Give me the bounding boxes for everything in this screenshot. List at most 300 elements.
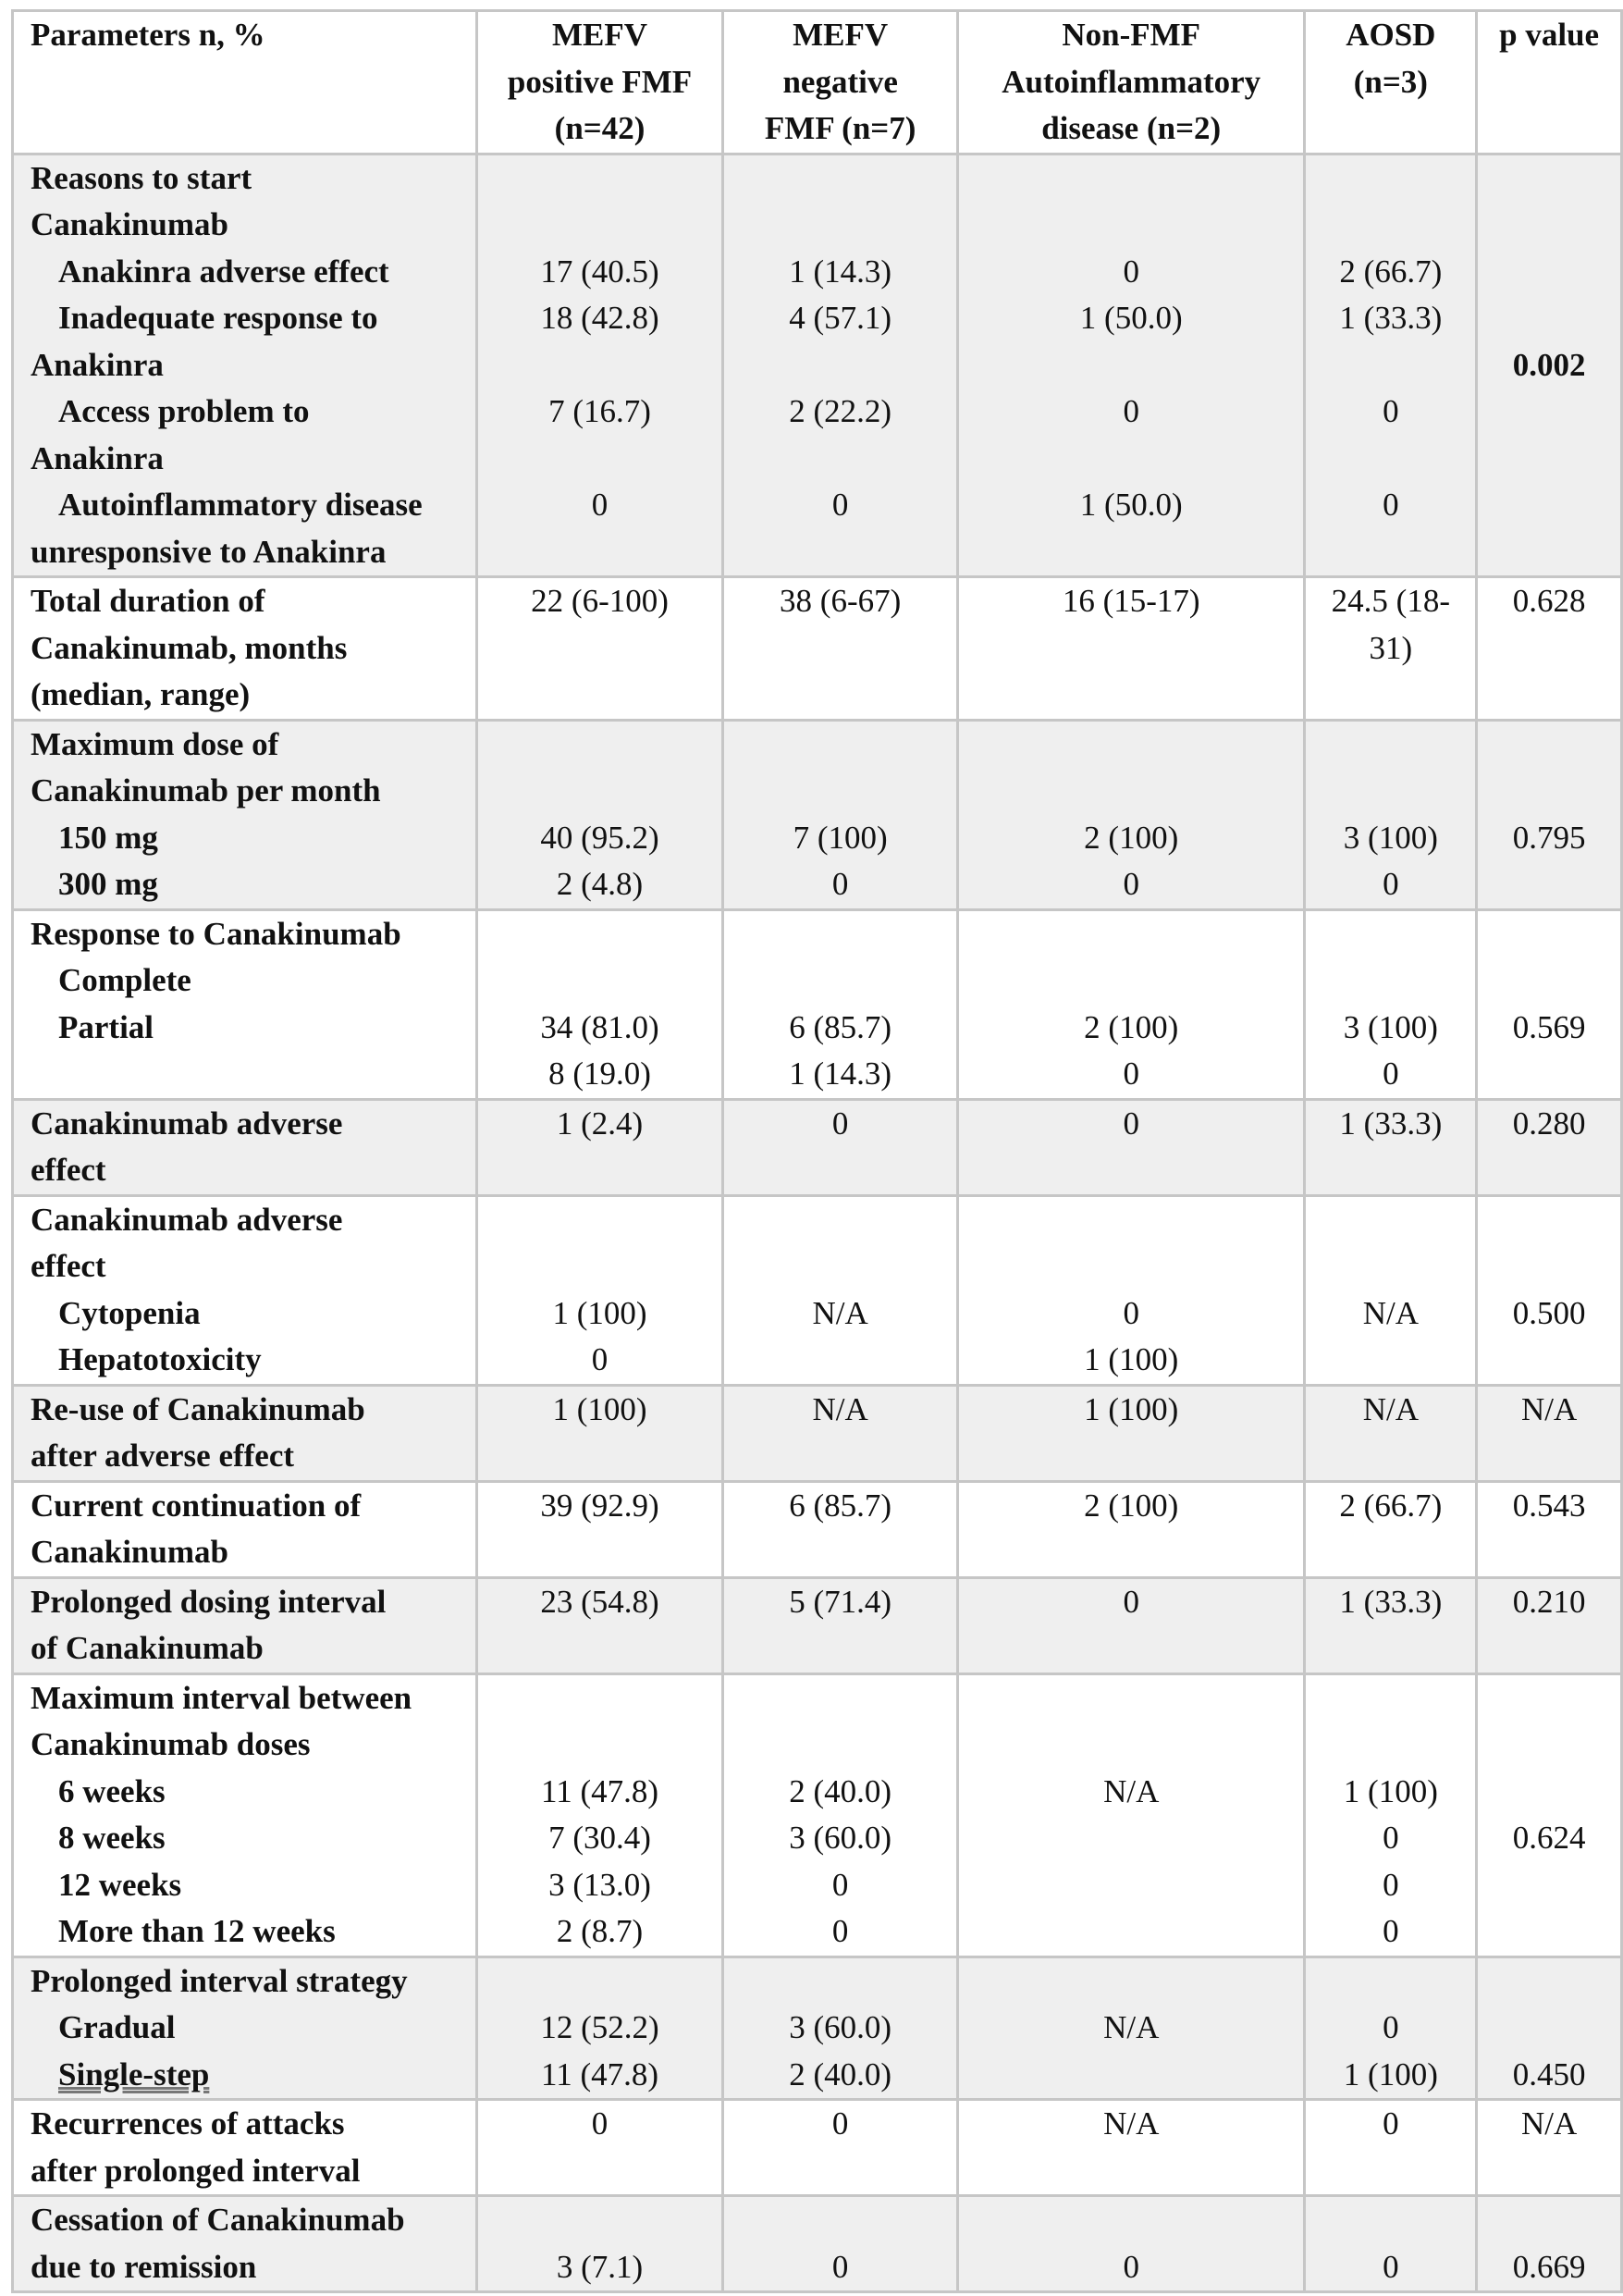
parameter-line: Response to Canakinumab xyxy=(31,915,401,952)
cell-non-fmf xyxy=(957,2100,1305,2196)
cell-aosd xyxy=(1305,909,1477,1099)
cell-value: 11 (47.8) xyxy=(541,1772,659,1809)
cell-value: 11 (47.8) xyxy=(541,2055,659,2092)
cell-value: 0.569 xyxy=(1512,1008,1586,1045)
cell-value: 0.002 xyxy=(1512,346,1586,383)
cell-value: 1 (100) xyxy=(1084,1341,1179,1377)
cell-value xyxy=(959,1862,1304,1909)
cell-p-value xyxy=(1477,577,1622,721)
cell-mefv-negative xyxy=(723,720,958,909)
cell-value xyxy=(1478,1625,1620,1673)
cell-value: 0 xyxy=(831,1866,849,1903)
sub-parameter-line xyxy=(31,2052,475,2099)
cell-value xyxy=(478,1147,722,1194)
cell-value: 0 xyxy=(1123,2248,1139,2285)
row-parameter-label xyxy=(13,577,477,721)
cell-value xyxy=(1478,2197,1620,2244)
cell-aosd xyxy=(1305,1957,1477,2100)
parameter-line: Canakinumab xyxy=(31,1534,228,1570)
cell-value xyxy=(724,722,956,769)
cell-p-value xyxy=(1477,2100,1622,2196)
header-line: AOSD xyxy=(1346,17,1436,53)
cell-value: 0.280 xyxy=(1512,1105,1586,1142)
cell-value: 3 (60.0) xyxy=(789,2009,892,2045)
cell-mefv-positive xyxy=(476,909,723,1099)
cell-value xyxy=(478,625,722,673)
cell-value xyxy=(724,1722,956,1769)
cell-value xyxy=(959,911,1304,958)
cell-value xyxy=(478,768,722,815)
cell-value xyxy=(959,155,1304,203)
header-line: Autoinflammatory xyxy=(1002,63,1261,100)
cell-value: 0 xyxy=(591,1341,609,1377)
cell-value xyxy=(1478,1769,1620,1816)
cell-value: 18 (42.8) xyxy=(540,300,659,336)
cell-value xyxy=(1306,957,1475,1005)
cell-value: 24.5 (18- xyxy=(1331,583,1450,619)
cell-value: N/A xyxy=(1520,2105,1578,2142)
sub-parameter-line: 300 mg xyxy=(58,866,158,902)
cell-value xyxy=(1306,1529,1475,1576)
cell-aosd xyxy=(1305,154,1477,577)
cell-value: 17 (40.5) xyxy=(540,253,659,290)
cell-value: 38 (6-67) xyxy=(780,583,902,619)
cell-value xyxy=(1306,342,1475,389)
cell-value: 7 (100) xyxy=(793,819,888,856)
cell-value: 0 xyxy=(1123,866,1139,902)
header-row xyxy=(13,11,1622,154)
cell-mefv-negative xyxy=(723,2196,958,2292)
cell-value xyxy=(1306,1433,1475,1480)
cell-mefv-negative xyxy=(723,1481,958,1577)
cell-value xyxy=(724,529,956,576)
table-row xyxy=(13,720,1622,909)
cell-value: 0 xyxy=(1383,866,1399,902)
cell-value xyxy=(724,436,956,483)
cell-value: 2 (100) xyxy=(1084,1008,1179,1045)
header-line: negative xyxy=(782,63,898,100)
cell-value: 0 xyxy=(831,487,849,523)
cell-mefv-negative xyxy=(723,1957,958,2100)
cell-non-fmf xyxy=(957,2196,1305,2292)
cell-value xyxy=(1478,2148,1620,2195)
row-parameter-label xyxy=(13,1195,477,1385)
cell-value xyxy=(1478,957,1620,1005)
cell-value xyxy=(1478,1958,1620,2006)
cell-value xyxy=(724,1675,956,1722)
cell-value xyxy=(724,1147,956,1194)
cell-value xyxy=(959,1675,1304,1722)
cell-value xyxy=(478,202,722,249)
cell-value: 0 xyxy=(1123,393,1139,429)
cell-value: 1 (14.3) xyxy=(789,1055,892,1092)
cell-value: 40 (95.2) xyxy=(540,819,659,856)
row-parameter-label xyxy=(13,720,477,909)
cell-value: 2 (66.7) xyxy=(1339,1487,1443,1524)
cell-value: 1 (14.3) xyxy=(789,253,892,290)
cell-non-fmf xyxy=(957,1099,1305,1195)
cell-value xyxy=(478,911,722,958)
sub-parameter-line: Anakinra adverse effect xyxy=(58,253,389,290)
cell-mefv-negative xyxy=(723,1195,958,1385)
cell-value xyxy=(724,1958,956,2006)
cell-value xyxy=(1306,1197,1475,1244)
cell-value: 0 xyxy=(1383,1913,1399,1949)
cell-mefv-positive xyxy=(476,2196,723,2292)
parameter-line: Canakinumab doses xyxy=(31,1726,311,1762)
cell-mefv-negative xyxy=(723,154,958,577)
cell-aosd xyxy=(1305,2196,1477,2292)
cell-value xyxy=(1478,482,1620,529)
cell-value xyxy=(959,625,1304,673)
cell-value: N/A xyxy=(812,1294,868,1331)
underlined-text: Single-step xyxy=(58,2055,210,2092)
cell-value xyxy=(1306,1958,1475,2006)
cell-value xyxy=(1306,529,1475,576)
cell-value: 2 (8.7) xyxy=(556,1913,644,1949)
parameter-line: effect xyxy=(31,1152,106,1188)
cell-value: 1 (2.4) xyxy=(556,1105,644,1142)
cell-value: N/A xyxy=(1362,1390,1419,1427)
cell-mefv-negative xyxy=(723,577,958,721)
header-line: (n=42) xyxy=(554,110,646,146)
cell-value xyxy=(1306,722,1475,769)
parameter-line: Recurrences of attacks xyxy=(31,2105,345,2142)
parameter-line: effect xyxy=(31,1248,106,1284)
cell-value xyxy=(478,529,722,576)
table-row xyxy=(13,1577,1622,1673)
cell-value xyxy=(959,957,1304,1005)
cell-value xyxy=(478,1675,722,1722)
cell-value: 0 xyxy=(591,2105,609,2142)
cell-value: 3 (100) xyxy=(1343,819,1438,856)
cell-value xyxy=(959,672,1304,719)
table-container xyxy=(11,9,1623,2293)
cell-non-fmf xyxy=(957,909,1305,1099)
cell-value: N/A xyxy=(1520,1390,1578,1427)
cell-value: 0 xyxy=(1383,1820,1399,1856)
cell-value xyxy=(959,1197,1304,1244)
cell-value xyxy=(1306,672,1475,719)
cell-value xyxy=(959,436,1304,483)
cell-value: 1 (100) xyxy=(1084,1390,1179,1427)
cell-value xyxy=(724,155,956,203)
cell-value: 7 (30.4) xyxy=(548,1820,651,1856)
cell-value xyxy=(1478,1529,1620,1576)
cell-value: 8 (19.0) xyxy=(548,1055,651,1092)
cell-value xyxy=(1478,2005,1620,2052)
cell-value xyxy=(478,1243,722,1290)
cell-value xyxy=(1478,249,1620,296)
cell-aosd xyxy=(1305,720,1477,909)
cell-value: 2 (66.7) xyxy=(1339,253,1443,290)
results-table xyxy=(11,9,1623,2293)
cell-value xyxy=(959,202,1304,249)
cell-non-fmf xyxy=(957,1195,1305,1385)
cell-value xyxy=(1478,202,1620,249)
header-line: (n=3) xyxy=(1353,63,1428,100)
cell-value: 3 (100) xyxy=(1343,1008,1438,1045)
parameter-line: Total duration of xyxy=(31,583,265,619)
row-parameter-label xyxy=(13,1385,477,1481)
parameter-line: Canakinumab adverse xyxy=(31,1201,343,1238)
cell-value xyxy=(1306,1243,1475,1290)
cell-value xyxy=(959,1908,1304,1956)
cell-value xyxy=(1306,1722,1475,1769)
cell-value: 0 xyxy=(1383,487,1399,523)
cell-mefv-positive xyxy=(476,1099,723,1195)
parameter-line: (median, range) xyxy=(31,676,251,712)
cell-mefv-negative xyxy=(723,2100,958,2196)
cell-p-value xyxy=(1477,1195,1622,1385)
cell-value: 0 xyxy=(1383,1866,1399,1903)
cell-value xyxy=(724,2197,956,2244)
cell-value: 1 (50.0) xyxy=(1079,487,1183,523)
cell-value xyxy=(724,1337,956,1384)
cell-value xyxy=(1478,1051,1620,1098)
cell-mefv-positive xyxy=(476,1481,723,1577)
cell-value xyxy=(478,1625,722,1673)
cell-value: 0 xyxy=(1383,2009,1399,2045)
cell-value xyxy=(478,1722,722,1769)
sub-parameter-line: More than 12 weeks xyxy=(58,1913,336,1949)
cell-value: 0 xyxy=(1123,1294,1139,1331)
cell-aosd xyxy=(1305,1195,1477,1385)
sub-parameter-line: 12 weeks xyxy=(58,1866,182,1903)
row-parameter-label xyxy=(13,2100,477,2196)
header-line: FMF (n=7) xyxy=(764,110,916,146)
cell-p-value xyxy=(1477,1673,1622,1957)
cell-value xyxy=(959,1625,1304,1673)
cell-p-value xyxy=(1477,154,1622,577)
header-line: disease (n=2) xyxy=(1041,110,1222,146)
cell-value: 0 xyxy=(1123,1105,1139,1142)
cell-mefv-negative xyxy=(723,1673,958,1957)
cell-non-fmf xyxy=(957,1577,1305,1673)
cell-value xyxy=(1478,1675,1620,1722)
cell-p-value xyxy=(1477,1957,1622,2100)
cell-value xyxy=(478,155,722,203)
cell-value xyxy=(724,1625,956,1673)
cell-value xyxy=(478,957,722,1005)
cell-mefv-negative xyxy=(723,1577,958,1673)
table-row xyxy=(13,1195,1622,1385)
table-row xyxy=(13,2196,1622,2292)
cell-mefv-positive xyxy=(476,154,723,577)
cell-value xyxy=(1478,389,1620,436)
sub-parameter-line: 8 weeks xyxy=(58,1820,166,1856)
cell-mefv-positive xyxy=(476,1673,723,1957)
cell-mefv-negative xyxy=(723,1385,958,1481)
cell-value xyxy=(1478,436,1620,483)
parameter-line: Re-use of Canakinumab xyxy=(31,1390,365,1427)
cell-value: 0 xyxy=(831,1105,849,1142)
cell-value xyxy=(478,2148,722,2195)
cell-p-value xyxy=(1477,1481,1622,1577)
cell-aosd xyxy=(1305,1099,1477,1195)
cell-value: 22 (6-100) xyxy=(531,583,669,619)
row-parameter-label xyxy=(13,1957,477,2100)
cell-value xyxy=(724,911,956,958)
cell-non-fmf xyxy=(957,154,1305,577)
cell-value xyxy=(724,625,956,673)
cell-value xyxy=(1306,1625,1475,1673)
cell-value: 0.543 xyxy=(1512,1487,1586,1524)
cell-value: 7 (16.7) xyxy=(548,393,651,429)
cell-value xyxy=(724,1529,956,1576)
cell-aosd xyxy=(1305,1673,1477,1957)
table-row xyxy=(13,1481,1622,1577)
cell-value xyxy=(1478,625,1620,673)
cell-value: 1 (100) xyxy=(552,1390,647,1427)
header-p-value xyxy=(1477,11,1622,154)
cell-mefv-negative xyxy=(723,1099,958,1195)
cell-value: 2 (100) xyxy=(1084,819,1179,856)
cell-value xyxy=(1478,911,1620,958)
cell-value xyxy=(1306,1147,1475,1194)
cell-p-value xyxy=(1477,720,1622,909)
cell-value xyxy=(959,1147,1304,1194)
cell-value xyxy=(959,1815,1304,1862)
cell-value: 0 xyxy=(1123,1583,1139,1620)
parameter-line: after prolonged interval xyxy=(31,2152,361,2189)
cell-value xyxy=(724,1243,956,1290)
cell-value: 0.450 xyxy=(1512,2055,1586,2092)
cell-value: 0.669 xyxy=(1512,2248,1586,2285)
cell-value xyxy=(959,529,1304,576)
sub-parameter-line: Access problem to xyxy=(58,393,310,429)
cell-mefv-positive xyxy=(476,720,723,909)
cell-value xyxy=(1478,1862,1620,1909)
cell-value: 0.628 xyxy=(1512,583,1586,619)
cell-aosd xyxy=(1305,577,1477,721)
parameter-line: Cessation of Canakinumab xyxy=(31,2202,405,2238)
table-row xyxy=(13,577,1622,721)
header-line: Parameters n, % xyxy=(31,17,265,53)
cell-value xyxy=(724,768,956,815)
cell-value: 4 (57.1) xyxy=(789,300,892,336)
cell-value: 3 (13.0) xyxy=(548,1866,651,1903)
cell-value xyxy=(478,342,722,389)
cell-value xyxy=(1478,529,1620,576)
cell-p-value xyxy=(1477,909,1622,1099)
cell-non-fmf xyxy=(957,577,1305,721)
header-line: p value xyxy=(1499,17,1600,53)
cell-value: 1 (33.3) xyxy=(1339,300,1443,336)
sub-parameter-line: Autoinflammatory disease xyxy=(58,487,423,523)
parameter-line: Canakinumab, months xyxy=(31,629,348,666)
cell-value xyxy=(1478,1243,1620,1290)
cell-value xyxy=(478,1958,722,2006)
cell-mefv-positive xyxy=(476,577,723,721)
row-parameter-label xyxy=(13,1481,477,1577)
parameter-line: Maximum dose of xyxy=(31,725,279,762)
sub-parameter-line: Inadequate response to xyxy=(58,300,378,336)
cell-value: 1 (33.3) xyxy=(1339,1583,1443,1620)
cell-value xyxy=(478,436,722,483)
parameter-line: Prolonged dosing interval xyxy=(31,1583,387,1620)
row-parameter-label xyxy=(13,1673,477,1957)
cell-value xyxy=(959,1958,1304,2006)
cell-value xyxy=(1306,911,1475,958)
cell-value: 23 (54.8) xyxy=(540,1583,659,1620)
row-parameter-label xyxy=(13,2196,477,2292)
cell-mefv-positive xyxy=(476,2100,723,2196)
cell-non-fmf xyxy=(957,1481,1305,1577)
cell-value xyxy=(1478,1147,1620,1194)
sub-parameter-line: 150 mg xyxy=(58,819,158,856)
cell-non-fmf xyxy=(957,1385,1305,1481)
cell-value: N/A xyxy=(1362,1294,1419,1331)
cell-value: 3 (60.0) xyxy=(789,1820,892,1856)
cell-value: N/A xyxy=(812,1390,868,1427)
cell-value: 0 xyxy=(591,487,609,523)
row-parameter-label xyxy=(13,1099,477,1195)
cell-value xyxy=(478,2197,722,2244)
cell-mefv-negative xyxy=(723,909,958,1099)
cell-value xyxy=(1478,1337,1620,1384)
cell-value: 0 xyxy=(1383,2105,1399,2142)
row-parameter-label xyxy=(13,909,477,1099)
cell-p-value xyxy=(1477,1577,1622,1673)
cell-value xyxy=(1306,2148,1475,2195)
cell-value xyxy=(1306,155,1475,203)
cell-value: 1 (100) xyxy=(1343,1772,1438,1809)
parameter-line: after adverse effect xyxy=(31,1438,295,1474)
header-line: Non-FMF xyxy=(1062,17,1201,53)
cell-value xyxy=(1306,202,1475,249)
header-mefv-negative xyxy=(723,11,958,154)
parameter-line: Reasons to start xyxy=(31,159,252,196)
cell-value xyxy=(724,2148,956,2195)
cell-value: 39 (92.9) xyxy=(540,1487,659,1524)
cell-value xyxy=(1306,1337,1475,1384)
cell-value: 0 xyxy=(831,866,849,902)
cell-value xyxy=(1478,768,1620,815)
cell-aosd xyxy=(1305,1577,1477,1673)
cell-value xyxy=(724,202,956,249)
cell-value: 1 (50.0) xyxy=(1079,300,1183,336)
cell-aosd xyxy=(1305,1481,1477,1577)
sub-parameter-line: 6 weeks xyxy=(58,1772,166,1809)
header-non-fmf xyxy=(957,11,1305,154)
cell-non-fmf xyxy=(957,1957,1305,2100)
cell-value: 0 xyxy=(1123,253,1139,290)
cell-aosd xyxy=(1305,1385,1477,1481)
cell-mefv-positive xyxy=(476,1385,723,1481)
cell-value xyxy=(724,957,956,1005)
cell-value xyxy=(959,2052,1304,2099)
table-row xyxy=(13,909,1622,1099)
table-row xyxy=(13,1385,1622,1481)
cell-value: 2 (22.2) xyxy=(789,393,892,429)
parameter-line: Prolonged interval strategy xyxy=(31,1962,408,1999)
cell-value: 0 xyxy=(1123,1055,1139,1092)
cell-value: 2 (4.8) xyxy=(556,866,644,902)
cell-value: 2 (40.0) xyxy=(789,2055,892,2092)
cell-value xyxy=(959,1722,1304,1769)
parameter-line: Anakinra xyxy=(31,439,164,476)
cell-value: 0 xyxy=(1383,2248,1399,2285)
cell-value: 1 (33.3) xyxy=(1339,1105,1443,1142)
cell-value: N/A xyxy=(1103,2105,1160,2142)
table-row xyxy=(13,1957,1622,2100)
cell-value xyxy=(959,722,1304,769)
cell-value: 1 (100) xyxy=(1343,2055,1438,2092)
cell-value xyxy=(478,1433,722,1480)
cell-value xyxy=(1306,1675,1475,1722)
parameter-line: Canakinumab per month xyxy=(31,772,381,809)
